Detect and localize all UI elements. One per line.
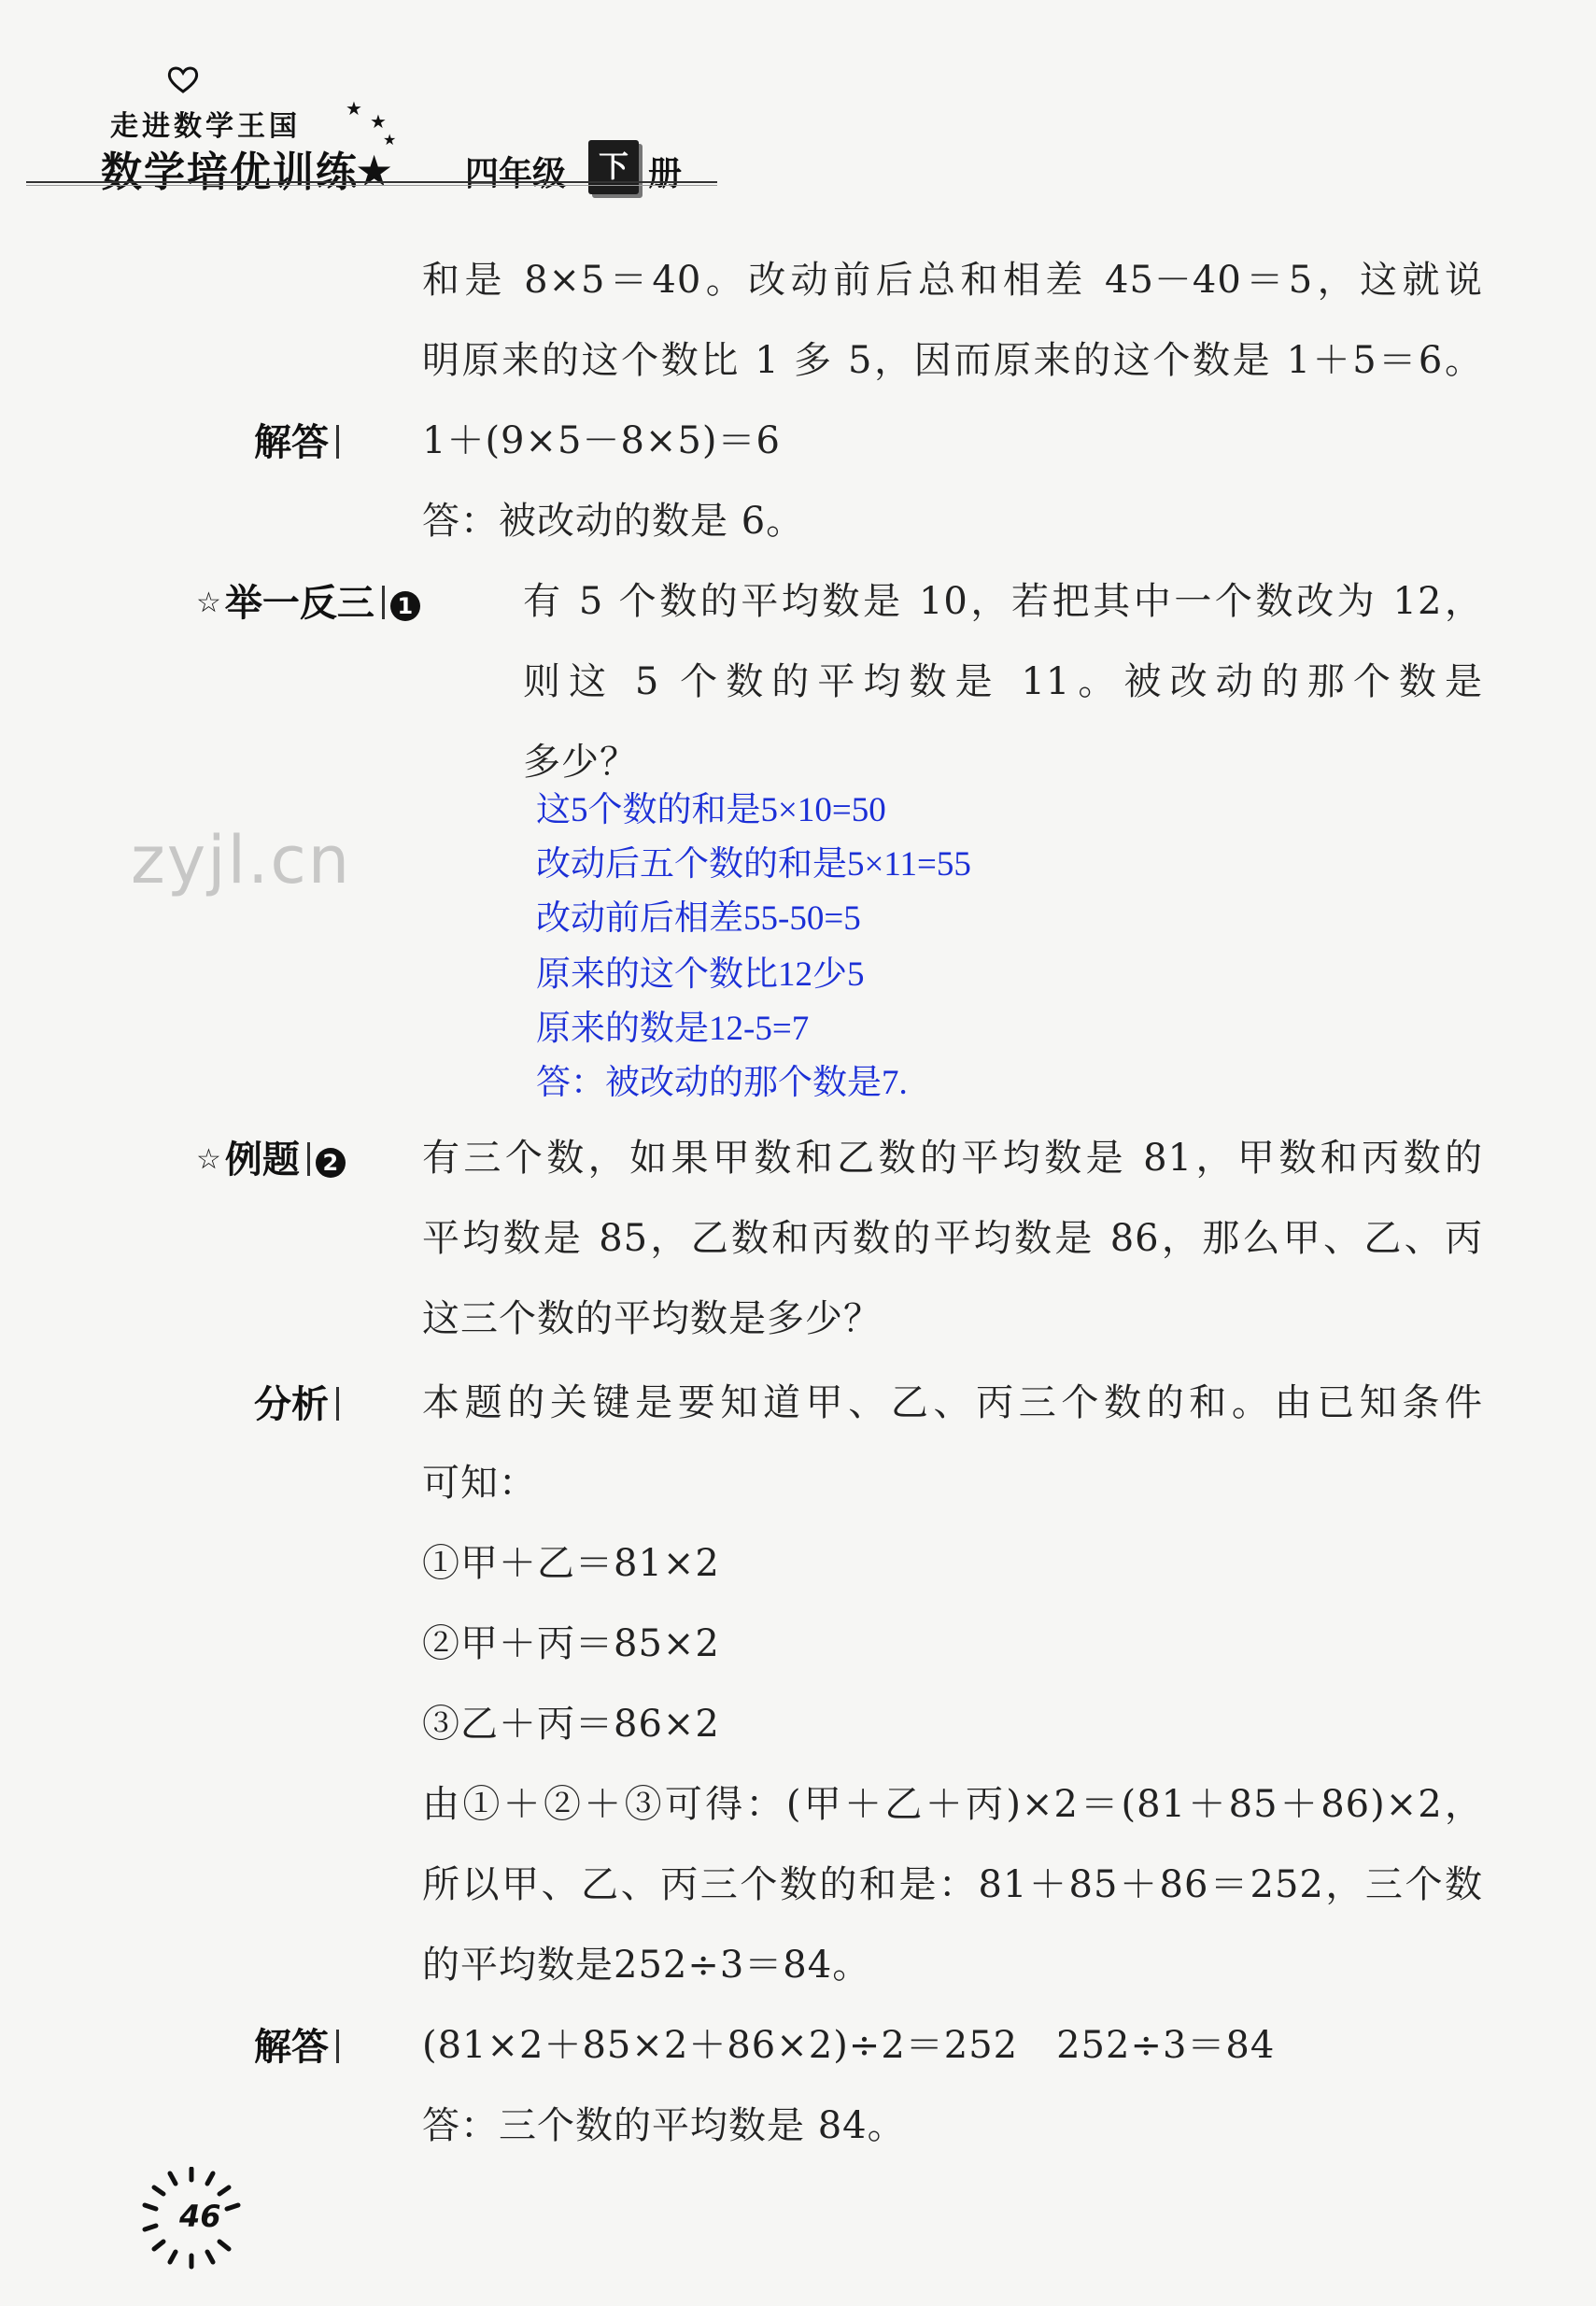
analysis-label	[254, 1375, 339, 1428]
handwritten-line: 答：被改动的那个数是7.	[536, 1064, 908, 1102]
practice-number-badge: 1	[390, 591, 420, 621]
example-label-text: 例题	[224, 1139, 300, 1181]
practice-label-text: 举一反三	[224, 582, 374, 625]
heart-icon	[166, 65, 200, 93]
example-number-badge: 2	[316, 1148, 346, 1178]
analysis-line: 本题的关键是要知道甲、乙、丙三个数的和。由已知条件	[422, 1381, 1483, 1424]
label-divider	[307, 1142, 310, 1176]
page-header	[26, 56, 717, 196]
example-label	[196, 1130, 346, 1183]
header-rule	[26, 181, 717, 186]
analysis-label-text: 分析	[254, 1383, 329, 1426]
label-divider	[382, 586, 385, 619]
answer-label-text: 解答	[254, 421, 329, 464]
volume-box: 下	[588, 140, 639, 194]
page-number	[140, 2167, 243, 2270]
analysis-line: 所以甲、乙、丙三个数的和是：81＋85＋86＝252，三个数	[422, 1863, 1483, 1906]
star-icon: ★	[346, 97, 362, 120]
label-divider	[336, 2030, 339, 2063]
answer-text: 答：被改动的数是 6。	[422, 500, 805, 543]
equation-line: ③乙＋丙＝86×2	[422, 1703, 720, 1746]
question-line: 则这 5 个数的平均数是 11。被改动的那个数是	[523, 660, 1483, 703]
volume-suffix: 册	[648, 155, 683, 193]
answer-text: 答：三个数的平均数是 84。	[422, 2104, 906, 2147]
star-icon: ★	[355, 146, 394, 196]
question-line: 有三个数，如果甲数和乙数的平均数是 81，甲数和丙数的	[422, 1137, 1483, 1180]
answer-label	[254, 2017, 339, 2071]
series-title: 走进数学王国	[110, 110, 301, 143]
analysis-line: 由①＋②＋③可得：(甲＋乙＋丙)×2＝(81＋85＋86)×2，	[422, 1783, 1483, 1826]
question-line: 平均数是 85，乙数和丙数的平均数是 86，那么甲、乙、丙	[422, 1217, 1483, 1260]
grade-label: 四年级	[465, 155, 567, 193]
question-line: 多少？	[523, 741, 638, 784]
star-icon: ★	[370, 110, 387, 133]
handwritten-line: 原来的数是12-5=7	[536, 1010, 810, 1048]
label-divider	[336, 425, 339, 459]
book-title: 数学培优训练	[101, 149, 359, 196]
practice-label	[196, 573, 420, 627]
question-line: 这三个数的平均数是多少？	[422, 1297, 882, 1340]
answer-equation: (81×2＋85×2＋86×2)÷2＝252 252÷3＝84	[422, 2024, 1276, 2067]
text-line: 和是 8×5＝40。改动前后总和相差 45－40＝5，这就说	[422, 259, 1483, 302]
star-outline-icon: ☆	[196, 1143, 221, 1176]
handwritten-line: 改动后五个数的和是5×11=55	[536, 845, 971, 884]
equation-line: ①甲＋乙＝81×2	[422, 1542, 720, 1585]
answer-label	[254, 413, 339, 466]
text-line: 明原来的这个数比 1 多 5，因而原来的这个数是 1＋5＝6。	[422, 339, 1483, 382]
handwritten-line: 原来的这个数比12少5	[536, 955, 865, 994]
question-line: 有 5 个数的平均数是 10，若把其中一个数改为 12，	[523, 580, 1483, 623]
answer-equation: 1＋(9×5－8×5)＝6	[422, 419, 781, 462]
handwritten-line: 改动前后相差55-50=5	[536, 899, 861, 938]
equation-line: ②甲＋丙＝85×2	[422, 1622, 720, 1665]
star-icon: ★	[383, 131, 397, 149]
watermark: zyjl.cn	[131, 822, 352, 898]
page-number-text: 46	[179, 2199, 221, 2234]
analysis-line: 可知：	[422, 1462, 537, 1505]
handwritten-line: 这5个数的和是5×10=50	[536, 791, 886, 829]
analysis-line: 的平均数是252÷3＝84。	[422, 1944, 871, 1987]
label-divider	[336, 1387, 339, 1421]
answer-label-text: 解答	[254, 2026, 329, 2069]
star-outline-icon: ☆	[196, 587, 221, 619]
